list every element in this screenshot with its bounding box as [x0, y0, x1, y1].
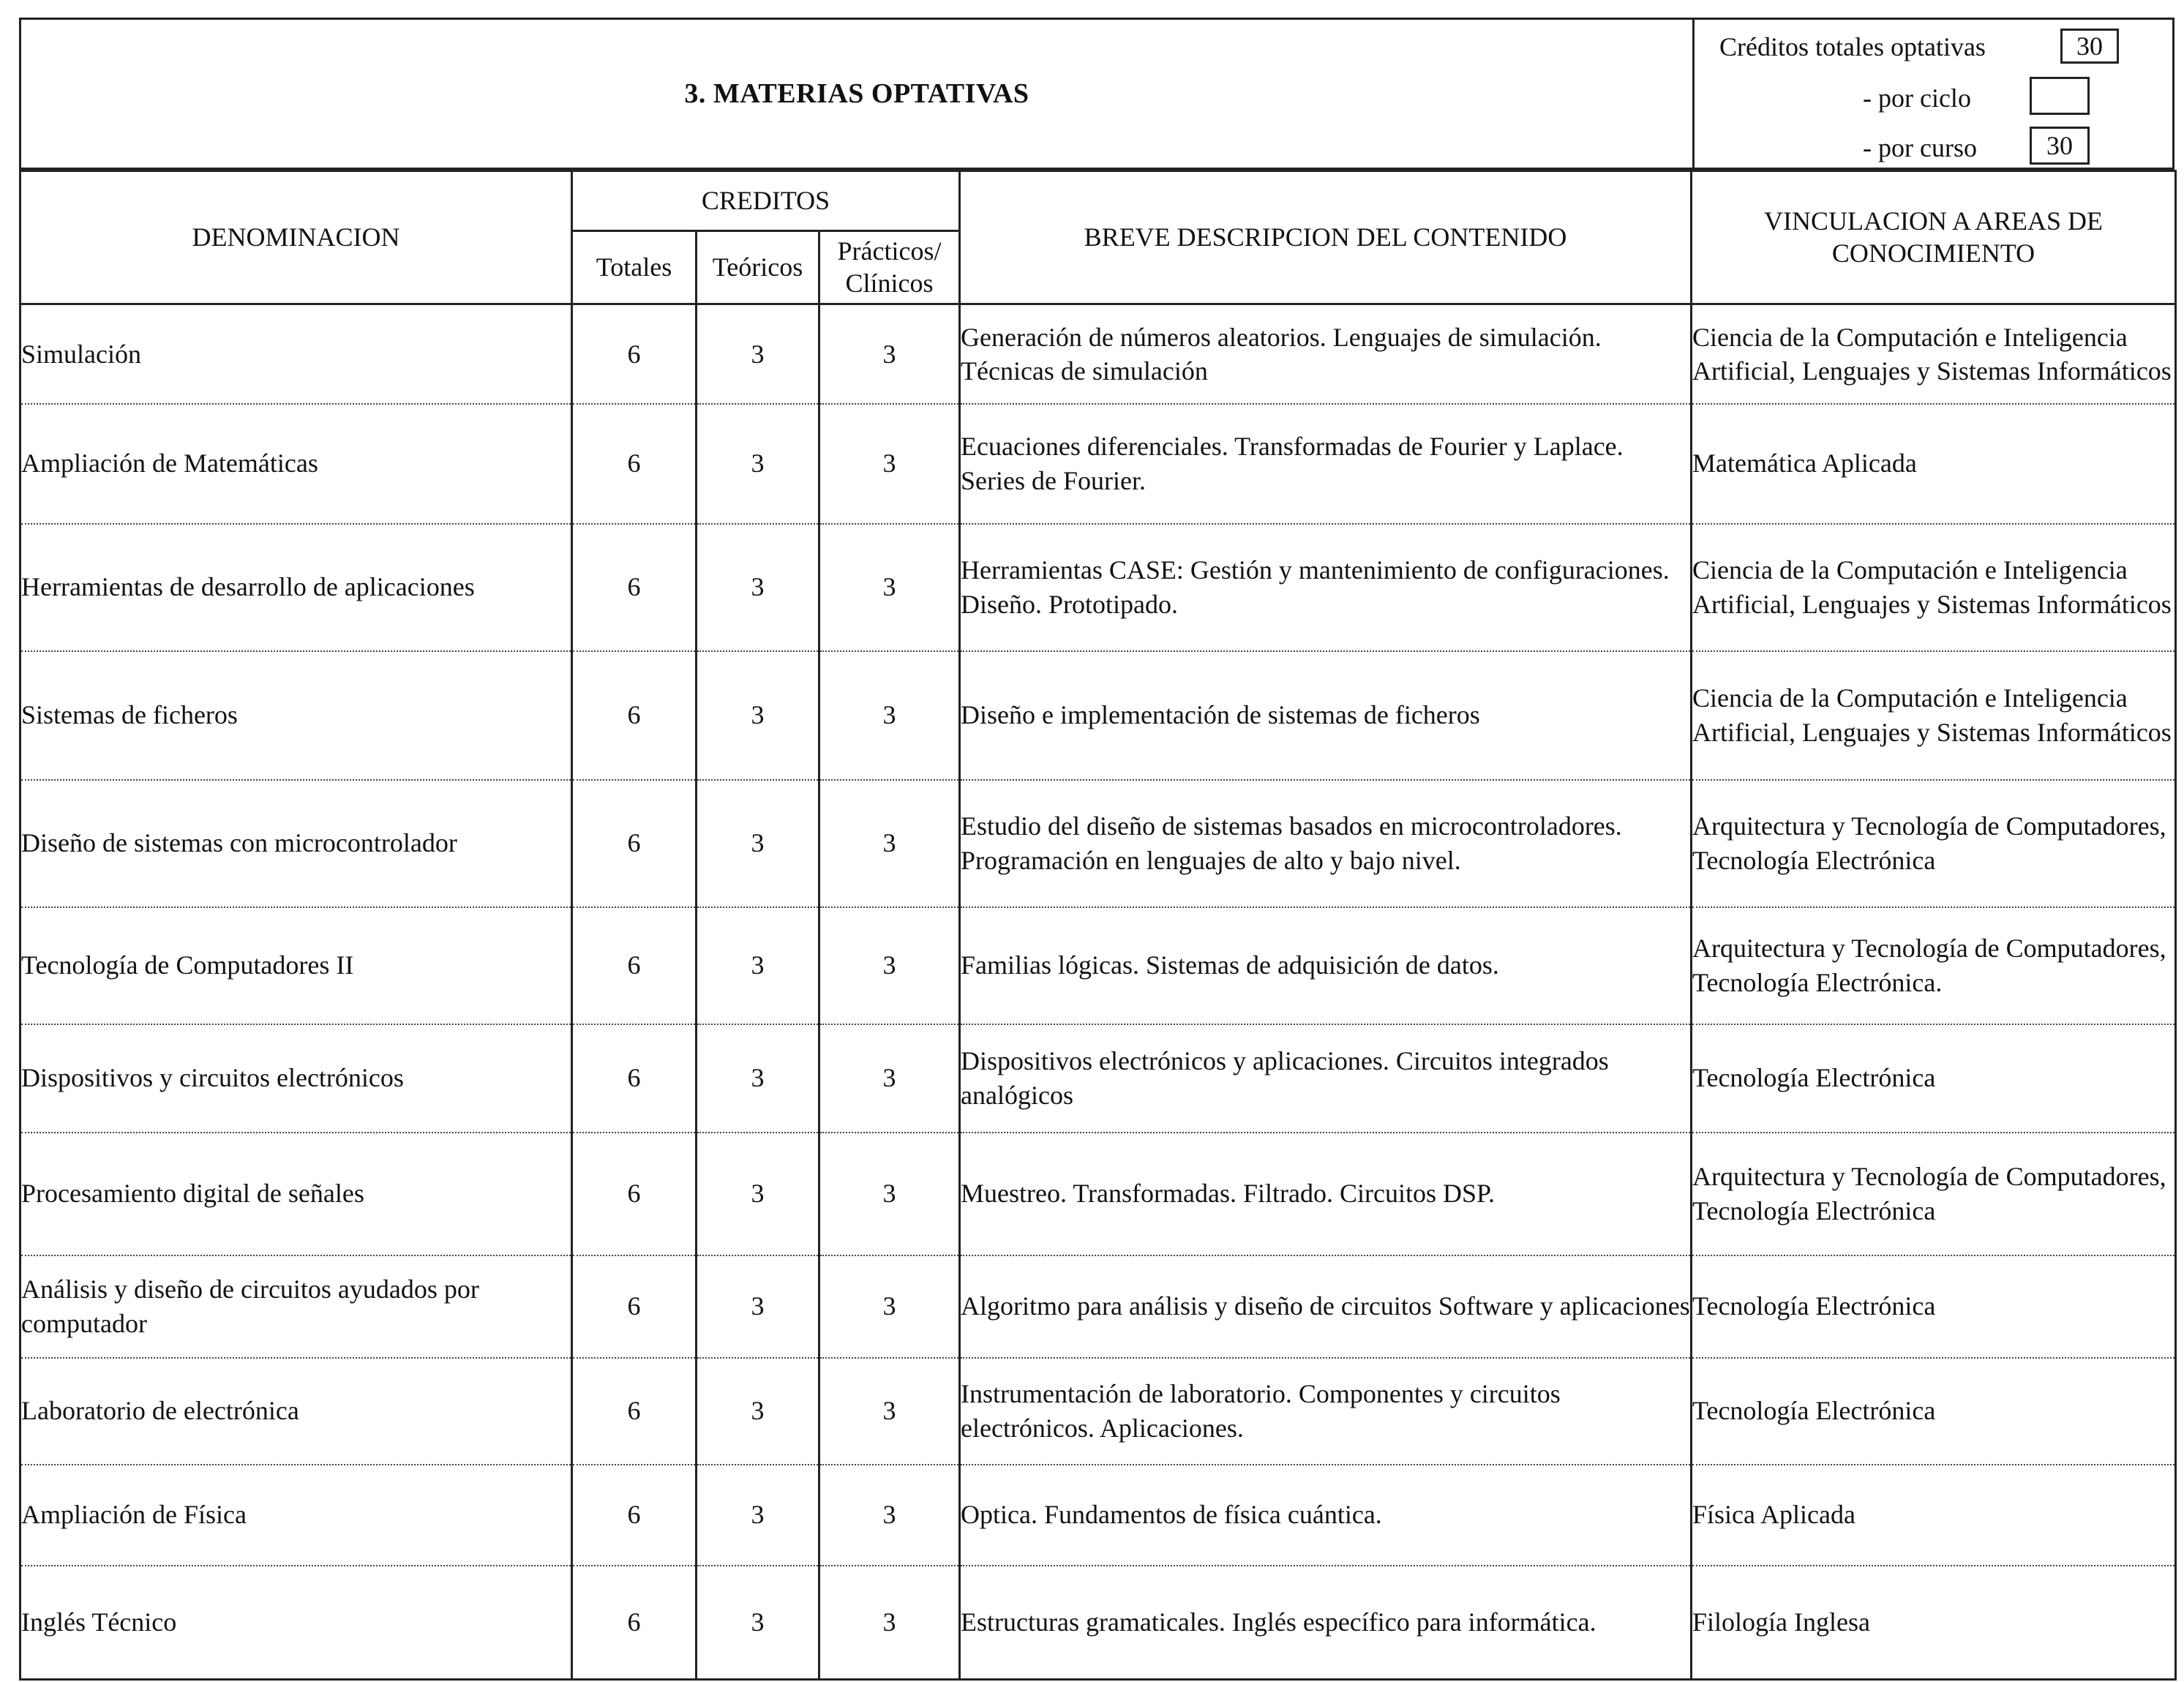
credits-teoricos: 3 [697, 651, 819, 780]
per-course-box: 30 [2030, 127, 2090, 165]
subject-description: Algoritmo para análisis y diseño de circuitos Software y aplicaciones [960, 1255, 1692, 1358]
knowledge-area: Matemática Aplicada [1692, 404, 2176, 524]
table-row [20, 780, 2176, 907]
credits-practicos: 3 [819, 1465, 960, 1566]
col-teoricos: Teóricos [697, 231, 819, 304]
credits-totales: 6 [572, 1465, 697, 1566]
subject-description: Instrumentación de laboratorio. Componentes y circuitos electrónicos. Aplicaciones. [960, 1358, 1692, 1465]
credits-totales: 6 [572, 1566, 697, 1680]
credits-totales: 6 [572, 1358, 697, 1465]
credits-totales: 6 [572, 1133, 697, 1255]
knowledge-area: Tecnología Electrónica [1692, 1024, 2176, 1133]
subject-description: Familias lógicas. Sistemas de adquisición de datos. [960, 907, 1692, 1024]
per-cycle-label: - por ciclo [1863, 83, 1971, 113]
subject-description: Ecuaciones diferenciales. Transformadas de Fourier y Laplace. Series de Fourier. [960, 404, 1692, 524]
col-totales: Totales [572, 231, 697, 304]
credits-teoricos: 3 [697, 524, 819, 651]
vinculacion-line-2: CONOCIMIENTO [1831, 238, 2035, 268]
credits-totales: 6 [572, 524, 697, 651]
credits-practicos: 3 [819, 524, 960, 651]
subject-name: Ampliación de Física [20, 1465, 572, 1566]
credits-teoricos: 3 [697, 404, 819, 524]
per-course-label: - por curso [1863, 133, 1977, 162]
subject-description: Dispositivos electrónicos y aplicaciones. Circuitos integrados analógicos [960, 1024, 1692, 1133]
credits-teoricos: 3 [697, 780, 819, 907]
subject-name: Tecnología de Computadores II [20, 907, 572, 1024]
col-denominacion: DENOMINACION [20, 171, 572, 304]
knowledge-area: Filología Inglesa [1692, 1566, 2176, 1680]
header-block [19, 18, 2174, 170]
knowledge-area: Arquitectura y Tecnología de Computadores, Tecnología Electrónica. [1692, 907, 2176, 1024]
knowledge-area: Arquitectura y Tecnología de Computadores, Tecnología Electrónica [1692, 1133, 2176, 1255]
credits-totales: 6 [572, 780, 697, 907]
subject-description: Optica. Fundamentos de física cuántica. [960, 1465, 1692, 1566]
table-row [20, 1133, 2176, 1255]
practicos-line-1: Prácticos/ [837, 236, 942, 266]
credits-total-box: 30 [2060, 29, 2119, 64]
subject-description: Generación de números aleatorios. Lenguajes de simulación. Técnicas de simulación [960, 304, 1692, 404]
table-row [20, 651, 2176, 780]
col-practicos [819, 231, 960, 304]
table-row [20, 1358, 2176, 1465]
table-row [20, 907, 2176, 1024]
knowledge-area: Ciencia de la Computación e Inteligencia Artificial, Lenguajes y Sistemas Informáticos [1692, 651, 2176, 780]
credits-practicos: 3 [819, 780, 960, 907]
subject-name: Sistemas de ficheros [20, 651, 572, 780]
credits-totales: 6 [572, 304, 697, 404]
subject-description: Herramientas CASE: Gestión y mantenimiento de configuraciones. Diseño. Prototipado. [960, 524, 1692, 651]
credits-summary [1695, 20, 2172, 168]
credits-teoricos: 3 [697, 907, 819, 1024]
credits-teoricos: 3 [697, 1465, 819, 1566]
credits-teoricos: 3 [697, 304, 819, 404]
table-row [20, 1566, 2176, 1680]
subject-description: Estudio del diseño de sistemas basados en microcontroladores. Programación en lenguajes de alto y bajo nivel. [960, 780, 1692, 907]
table-row [20, 1465, 2176, 1566]
optional-subjects-table [19, 170, 2177, 1681]
knowledge-area: Tecnología Electrónica [1692, 1255, 2176, 1358]
vinculacion-line-1: VINCULACION A AREAS DE [1763, 206, 2104, 236]
subject-name: Inglés Técnico [20, 1566, 572, 1680]
subject-name: Ampliación de Matemáticas [20, 404, 572, 524]
credits-practicos: 3 [819, 304, 960, 404]
table-row [20, 304, 2176, 404]
knowledge-area: Física Aplicada [1692, 1465, 2176, 1566]
knowledge-area: Ciencia de la Computación e Inteligencia Artificial, Lenguajes y Sistemas Informáticos [1692, 524, 2176, 651]
credits-totales: 6 [572, 1255, 697, 1358]
credits-totales: 6 [572, 1024, 697, 1133]
credits-practicos: 3 [819, 1133, 960, 1255]
subject-name: Simulación [20, 304, 572, 404]
col-vinculacion [1692, 171, 2176, 304]
subject-name: Laboratorio de electrónica [20, 1358, 572, 1465]
credits-teoricos: 3 [697, 1133, 819, 1255]
credits-teoricos: 3 [697, 1255, 819, 1358]
col-descripcion: BREVE DESCRIPCION DEL CONTENIDO [960, 171, 1692, 304]
table-row [20, 1255, 2176, 1358]
credits-practicos: 3 [819, 1024, 960, 1133]
credits-practicos: 3 [819, 1566, 960, 1680]
practicos-line-2: Clínicos [845, 268, 934, 298]
credits-practicos: 3 [819, 404, 960, 524]
table-row [20, 404, 2176, 524]
subject-description: Muestreo. Transformadas. Filtrado. Circuitos DSP. [960, 1133, 1692, 1255]
knowledge-area: Ciencia de la Computación e Inteligencia Artificial, Lenguajes y Sistemas Informáticos [1692, 304, 2176, 404]
credits-practicos: 3 [819, 907, 960, 1024]
credits-practicos: 3 [819, 651, 960, 780]
knowledge-area: Arquitectura y Tecnología de Computadores, Tecnología Electrónica [1692, 780, 2176, 907]
subject-name: Procesamiento digital de señales [20, 1133, 572, 1255]
subject-name: Herramientas de desarrollo de aplicaciones [20, 524, 572, 651]
credits-totales: 6 [572, 907, 697, 1024]
credits-practicos: 3 [819, 1255, 960, 1358]
credits-total-label: Créditos totales optativas [1719, 32, 1986, 61]
credits-practicos: 3 [819, 1358, 960, 1465]
subject-description: Diseño e implementación de sistemas de ficheros [960, 651, 1692, 780]
credits-teoricos: 3 [697, 1024, 819, 1133]
subject-name: Diseño de sistemas con microcontrolador [20, 780, 572, 907]
table-row [20, 1024, 2176, 1133]
knowledge-area: Tecnología Electrónica [1692, 1358, 2176, 1465]
credits-totales: 6 [572, 404, 697, 524]
subject-description: Estructuras gramaticales. Inglés específico para informática. [960, 1566, 1692, 1680]
subject-name: Análisis y diseño de circuitos ayudados por computador [20, 1255, 572, 1358]
credits-teoricos: 3 [697, 1358, 819, 1465]
per-cycle-box [2030, 77, 2090, 115]
col-creditos: CREDITOS [572, 171, 960, 231]
table-row [20, 524, 2176, 651]
section-title: 3. MATERIAS OPTATIVAS [684, 78, 1029, 109]
credits-teoricos: 3 [697, 1566, 819, 1680]
subject-name: Dispositivos y circuitos electrónicos [20, 1024, 572, 1133]
document-sheet [19, 18, 2174, 1674]
credits-totales: 6 [572, 651, 697, 780]
